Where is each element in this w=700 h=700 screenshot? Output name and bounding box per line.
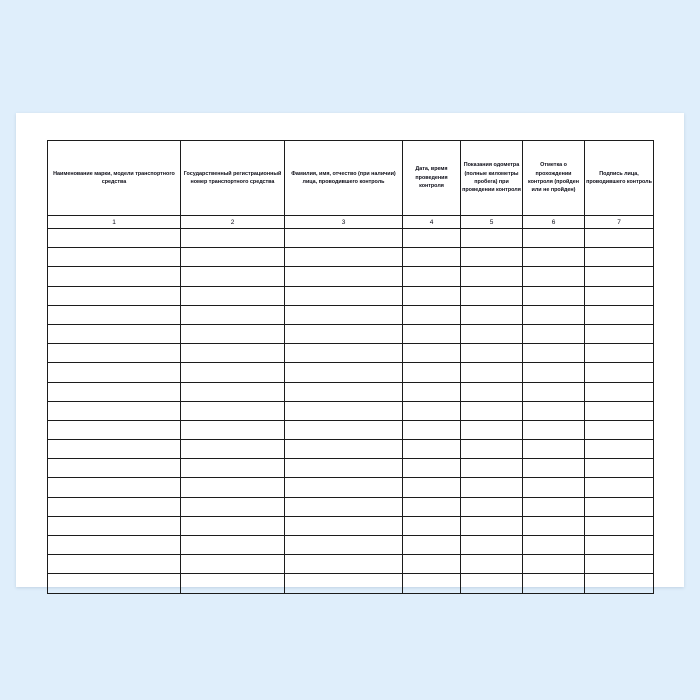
table-cell[interactable]: [461, 516, 523, 535]
table-cell[interactable]: [181, 344, 285, 363]
table-cell[interactable]: [403, 324, 461, 343]
table-header-row: [48, 141, 654, 216]
table-cell[interactable]: [285, 497, 403, 516]
table-cell[interactable]: [48, 248, 181, 267]
table-body: [48, 229, 654, 594]
table-cell[interactable]: [585, 420, 654, 439]
table-cell[interactable]: [181, 401, 285, 420]
table-cell[interactable]: [461, 324, 523, 343]
table-cell[interactable]: [461, 401, 523, 420]
table-cell[interactable]: [403, 574, 461, 593]
table-cell[interactable]: [285, 267, 403, 286]
table-cell[interactable]: [48, 344, 181, 363]
column-number-7: 7: [585, 216, 654, 229]
table-cell[interactable]: [285, 229, 403, 248]
table-cell[interactable]: [461, 555, 523, 574]
table-row[interactable]: [48, 574, 654, 593]
table-cell[interactable]: [285, 305, 403, 324]
table-cell[interactable]: [585, 401, 654, 420]
column-header-vehicle-make-model: Наименование марки, модели транспортного средства: [48, 141, 181, 216]
table-row[interactable]: [48, 382, 654, 401]
table-cell[interactable]: [181, 536, 285, 555]
table-cell[interactable]: [403, 344, 461, 363]
table-cell[interactable]: [585, 344, 654, 363]
column-number-3: 3: [285, 216, 403, 229]
table-cell[interactable]: [585, 305, 654, 324]
table-cell[interactable]: [48, 555, 181, 574]
table-cell[interactable]: [461, 267, 523, 286]
table-cell[interactable]: [461, 536, 523, 555]
table-row[interactable]: [48, 440, 654, 459]
table-cell[interactable]: [585, 324, 654, 343]
table-cell[interactable]: [285, 440, 403, 459]
table-cell[interactable]: [461, 344, 523, 363]
table-cell[interactable]: [181, 555, 285, 574]
table-cell[interactable]: [285, 516, 403, 535]
table-row[interactable]: [48, 248, 654, 267]
table-cell[interactable]: [461, 286, 523, 305]
table-cell[interactable]: [285, 248, 403, 267]
table-cell[interactable]: [181, 459, 285, 478]
column-number-6: 6: [523, 216, 585, 229]
table-cell[interactable]: [285, 574, 403, 593]
table-cell[interactable]: [523, 267, 585, 286]
table-cell[interactable]: [48, 286, 181, 305]
table-cell[interactable]: [585, 555, 654, 574]
table-cell[interactable]: [285, 536, 403, 555]
table-cell[interactable]: [285, 555, 403, 574]
table-cell[interactable]: [523, 497, 585, 516]
table-cell[interactable]: [585, 440, 654, 459]
table-cell[interactable]: [285, 478, 403, 497]
table-row[interactable]: [48, 459, 654, 478]
table-cell[interactable]: [523, 344, 585, 363]
table-cell[interactable]: [285, 401, 403, 420]
table-cell[interactable]: [285, 363, 403, 382]
column-number-5: 5: [461, 216, 523, 229]
table-header: [48, 141, 654, 229]
table-cell[interactable]: [403, 401, 461, 420]
table-row[interactable]: [48, 305, 654, 324]
table-cell[interactable]: [181, 267, 285, 286]
table-cell[interactable]: [523, 516, 585, 535]
table-cell[interactable]: [523, 363, 585, 382]
table-cell[interactable]: [403, 382, 461, 401]
table-cell[interactable]: [461, 478, 523, 497]
table-row[interactable]: [48, 363, 654, 382]
column-header-registration-number: Государственный регистрационный номер транспортного средства: [181, 141, 285, 216]
table-row[interactable]: [48, 344, 654, 363]
vehicle-control-log-table-area: [47, 140, 653, 560]
table-row[interactable]: [48, 229, 654, 248]
table-row[interactable]: [48, 555, 654, 574]
table-cell[interactable]: [523, 574, 585, 593]
table-cell[interactable]: [523, 286, 585, 305]
table-cell[interactable]: [523, 420, 585, 439]
table-cell[interactable]: [585, 382, 654, 401]
table-cell[interactable]: [523, 305, 585, 324]
table-cell[interactable]: [461, 574, 523, 593]
column-number-4: 4: [403, 216, 461, 229]
table-cell[interactable]: [403, 305, 461, 324]
column-header-date-time: Дата, время проведения контроля: [403, 141, 461, 216]
table-cell[interactable]: [181, 497, 285, 516]
table-cell[interactable]: [285, 459, 403, 478]
column-header-control-result: Отметка о прохождении контроля (пройден или не пройден): [523, 141, 585, 216]
table-cell[interactable]: [403, 536, 461, 555]
table-cell[interactable]: [461, 420, 523, 439]
table-cell[interactable]: [48, 305, 181, 324]
table-cell[interactable]: [461, 248, 523, 267]
table-cell[interactable]: [403, 267, 461, 286]
table-cell[interactable]: [48, 324, 181, 343]
table-cell[interactable]: [585, 536, 654, 555]
table-row[interactable]: [48, 324, 654, 343]
table-cell[interactable]: [181, 286, 285, 305]
table-cell[interactable]: [181, 440, 285, 459]
table-row[interactable]: [48, 478, 654, 497]
table-cell[interactable]: [48, 229, 181, 248]
table-cell[interactable]: [585, 248, 654, 267]
table-cell[interactable]: [523, 382, 585, 401]
table-cell[interactable]: [403, 440, 461, 459]
table-cell[interactable]: [403, 229, 461, 248]
column-number-2: 2: [181, 216, 285, 229]
table-cell[interactable]: [523, 401, 585, 420]
table-cell[interactable]: [585, 478, 654, 497]
table-cell[interactable]: [523, 478, 585, 497]
vehicle-control-log-table: [47, 140, 654, 594]
table-cell[interactable]: [461, 305, 523, 324]
table-cell[interactable]: [403, 420, 461, 439]
table-cell[interactable]: [285, 420, 403, 439]
table-cell[interactable]: [181, 248, 285, 267]
table-cell[interactable]: [48, 440, 181, 459]
table-cell[interactable]: [523, 229, 585, 248]
table-cell[interactable]: [181, 574, 285, 593]
table-row[interactable]: [48, 536, 654, 555]
table-cell[interactable]: [461, 459, 523, 478]
table-cell[interactable]: [285, 286, 403, 305]
table-cell[interactable]: [585, 497, 654, 516]
column-header-odometer: Показания одометра (полные километры пробега) при проведении контроля: [461, 141, 523, 216]
table-row[interactable]: [48, 267, 654, 286]
table-cell[interactable]: [461, 382, 523, 401]
table-cell[interactable]: [48, 516, 181, 535]
column-header-signature: Подпись лица, проводившего контроль: [585, 141, 654, 216]
table-cell[interactable]: [523, 248, 585, 267]
table-cell[interactable]: [181, 229, 285, 248]
table-cell[interactable]: [585, 459, 654, 478]
table-row[interactable]: [48, 401, 654, 420]
table-cell[interactable]: [523, 555, 585, 574]
table-row[interactable]: [48, 497, 654, 516]
table-cell[interactable]: [285, 324, 403, 343]
column-number-1: 1: [48, 216, 181, 229]
column-header-inspector-name: Фамилия, имя, отчество (при наличии) лица, проводившего контроль: [285, 141, 403, 216]
table-column-number-row: [48, 216, 654, 229]
table-cell[interactable]: [403, 459, 461, 478]
table-cell[interactable]: [585, 229, 654, 248]
table-cell[interactable]: [523, 536, 585, 555]
table-row[interactable]: [48, 420, 654, 439]
table-cell[interactable]: [48, 267, 181, 286]
table-cell[interactable]: [48, 420, 181, 439]
table-cell[interactable]: [523, 459, 585, 478]
table-cell[interactable]: [48, 401, 181, 420]
table-cell[interactable]: [585, 363, 654, 382]
table-cell[interactable]: [48, 536, 181, 555]
table-cell[interactable]: [523, 324, 585, 343]
table-cell[interactable]: [403, 363, 461, 382]
table-cell[interactable]: [461, 440, 523, 459]
table-cell[interactable]: [523, 440, 585, 459]
table-cell[interactable]: [48, 478, 181, 497]
table-cell[interactable]: [403, 478, 461, 497]
table-cell[interactable]: [48, 497, 181, 516]
table-cell[interactable]: [181, 305, 285, 324]
table-cell[interactable]: [181, 420, 285, 439]
table-cell[interactable]: [585, 267, 654, 286]
table-cell[interactable]: [181, 382, 285, 401]
table-cell[interactable]: [461, 363, 523, 382]
table-cell[interactable]: [48, 459, 181, 478]
document-page: [16, 113, 684, 587]
table-cell[interactable]: [181, 478, 285, 497]
table-cell[interactable]: [585, 286, 654, 305]
table-cell[interactable]: [403, 516, 461, 535]
table-cell[interactable]: [585, 516, 654, 535]
table-cell[interactable]: [48, 382, 181, 401]
table-cell[interactable]: [181, 324, 285, 343]
table-cell[interactable]: [403, 555, 461, 574]
table-row[interactable]: [48, 516, 654, 535]
table-cell[interactable]: [461, 497, 523, 516]
table-cell[interactable]: [285, 382, 403, 401]
table-cell[interactable]: [461, 229, 523, 248]
table-cell[interactable]: [48, 574, 181, 593]
table-cell[interactable]: [285, 344, 403, 363]
table-cell[interactable]: [403, 286, 461, 305]
table-cell[interactable]: [403, 497, 461, 516]
table-cell[interactable]: [181, 363, 285, 382]
table-cell[interactable]: [585, 574, 654, 593]
table-cell[interactable]: [48, 363, 181, 382]
table-cell[interactable]: [403, 248, 461, 267]
table-row[interactable]: [48, 286, 654, 305]
table-cell[interactable]: [181, 516, 285, 535]
